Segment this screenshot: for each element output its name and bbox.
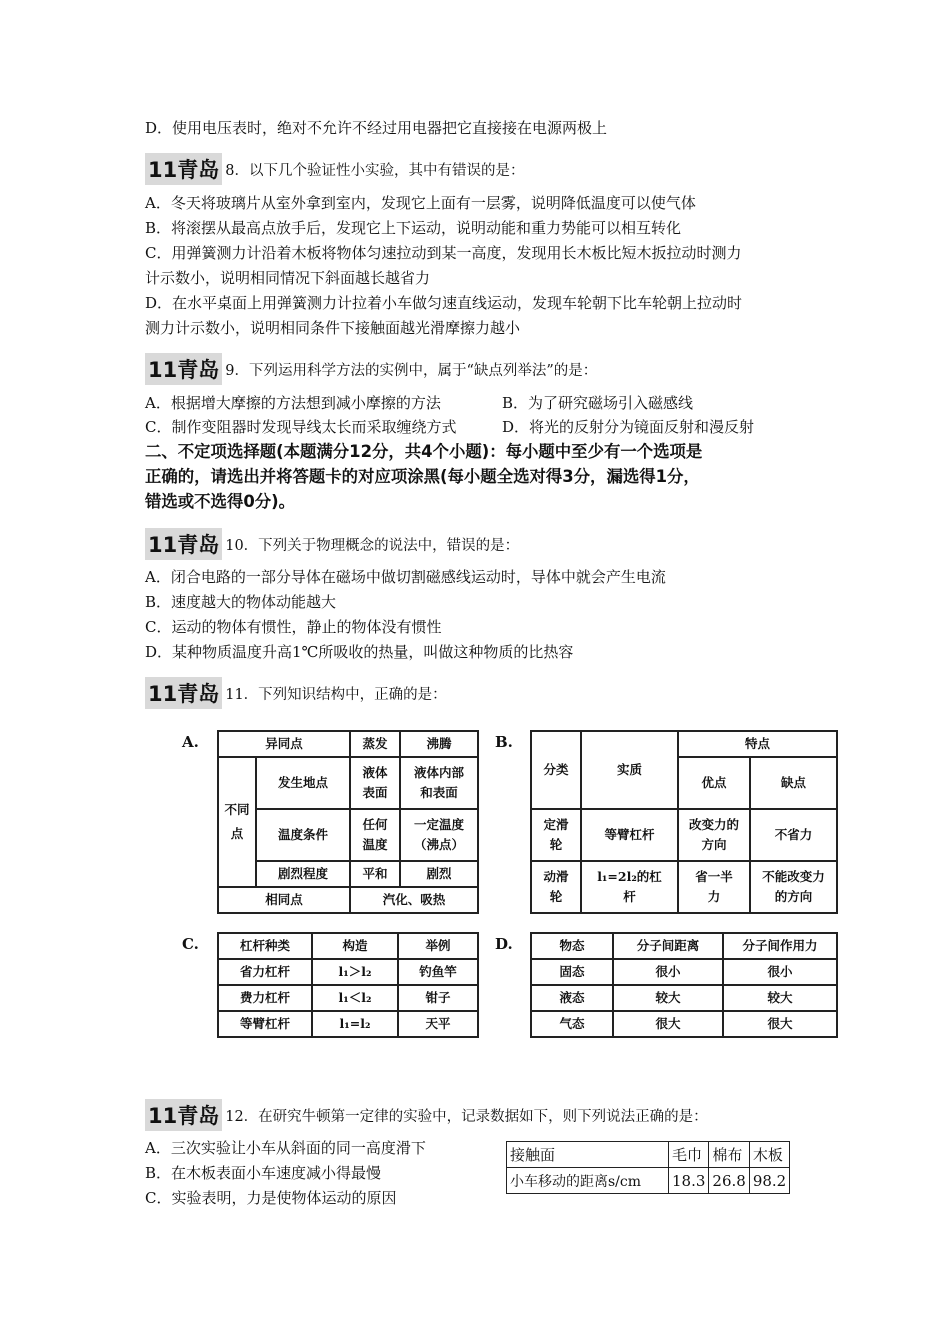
cell: 发生地点 — [256, 757, 350, 809]
question-10 — [145, 528, 519, 560]
table-b — [530, 730, 838, 914]
q7-option-d: D．使用电压表时，绝对不允许不经过用电器把它直接接在电源两极上 — [145, 119, 608, 137]
header-cell: 构造 — [312, 933, 398, 959]
cell: 定滑轮 — [531, 809, 581, 861]
cell: 钳子 — [398, 985, 478, 1011]
question-12 — [145, 1099, 708, 1131]
q10-option-c: C．运动的物体有惯性，静止的物体没有惯性 — [145, 618, 442, 636]
cell: 等臂杠杆 — [218, 1011, 312, 1037]
q12-option-c: C．实验表明，力是使物体运动的原因 — [145, 1189, 397, 1207]
cell: 较大 — [613, 985, 723, 1011]
cell: 任何温度 — [350, 809, 400, 861]
cell: 小车移动的距离s/cm — [507, 1168, 669, 1194]
cell: 液态 — [531, 985, 613, 1011]
q8-option-d-cont: 测力计示数小，说明相同条件下接触面越光滑摩擦力越小 — [145, 319, 521, 337]
section-heading-line2: 正确的，请选出并将答题卡的对应项涂黑(每小题全选对得3分，漏选得1分， — [145, 467, 700, 486]
section-heading-line1: 二、不定项选择题(本题满分12分，共4个小题)：每小题中至少有一个选项是 — [145, 442, 703, 461]
header-cell: 毛巾 — [669, 1142, 709, 1168]
cell: 很小 — [723, 959, 837, 985]
table-c — [217, 932, 479, 1038]
header-cell: 举例 — [398, 933, 478, 959]
q8-option-c: C．用弹簧测力计沿着木板将物体匀速拉动到某一高度，发现用长木板比短木扳拉动时测力 — [145, 244, 742, 262]
header-cell: 优点 — [678, 757, 750, 809]
q8-option-d: D．在水平桌面上用弹簧测力计拉着小车做匀速直线运动，发现车轮朝下比车轮朝上拉动时 — [145, 294, 743, 312]
table-c-label: C. — [182, 935, 199, 953]
header-cell: 棉布 — [709, 1142, 749, 1168]
question-stem: 9．下列运用科学方法的实例中，属于“缺点列举法”的是： — [225, 362, 598, 379]
cell: 较大 — [723, 985, 837, 1011]
table-d-label: D. — [495, 935, 513, 953]
cell: 等臂杠杆 — [581, 809, 678, 861]
cell: 98.2 — [749, 1168, 789, 1194]
cell: 液体表面 — [350, 757, 400, 809]
question-stem: 10．下列关于物理概念的说法中，错误的是： — [225, 537, 520, 554]
cell: 很小 — [613, 959, 723, 985]
q9-option-b: B．为了研究磁场引入磁感线 — [502, 394, 694, 412]
side-cell: 不同点 — [218, 757, 256, 887]
cell: 省一半力 — [678, 861, 750, 913]
cell: l₁=2l₂的杠杆 — [581, 861, 678, 913]
cell: 动滑轮 — [531, 861, 581, 913]
header-cell: 沸腾 — [400, 731, 478, 757]
q8-option-b: B．将滚摆从最高点放手后，发现它上下运动，说明动能和重力势能可以相互转化 — [145, 219, 682, 237]
cell: 温度条件 — [256, 809, 350, 861]
cell: 很大 — [723, 1011, 837, 1037]
cell: 很大 — [613, 1011, 723, 1037]
cell: 费力杠杆 — [218, 985, 312, 1011]
friction-data-table — [506, 1141, 790, 1194]
table-b-label: B. — [495, 733, 513, 751]
cell: 18.3 — [669, 1168, 709, 1194]
header-cell: 物态 — [531, 933, 613, 959]
cell: 一定温度（沸点） — [400, 809, 478, 861]
cell: l₁＞l₂ — [312, 959, 398, 985]
question-stem: 11．下列知识结构中，正确的是： — [225, 686, 447, 703]
question-stem: 8．以下几个验证性小实验，其中有错误的是： — [225, 162, 525, 179]
cell: 天平 — [398, 1011, 478, 1037]
cell: 省力杠杆 — [218, 959, 312, 985]
cell: 改变力的方向 — [678, 809, 750, 861]
q10-option-d: D．某种物质温度升高1℃所吸收的热量，叫做这种物质的比热容 — [145, 643, 574, 661]
header-cell: 分类 — [531, 731, 581, 809]
q10-option-b: B．速度越大的物体动能越大 — [145, 593, 337, 611]
q10-option-a: A．闭合电路的一部分导体在磁场中做切割磁感线运动时，导体中就会产生电流 — [145, 568, 666, 586]
q9-option-a: A．根据增大摩擦的方法想到减小摩擦的方法 — [145, 394, 441, 412]
cell: 固态 — [531, 959, 613, 985]
header-cell: 异同点 — [218, 731, 350, 757]
cell: 液体内部和表面 — [400, 757, 478, 809]
q12-option-b: B．在木板表面小车速度减小得最慢 — [145, 1164, 382, 1182]
cell: l₁=l₂ — [312, 1011, 398, 1037]
q9-option-c: C．制作变阻器时发现导线太长而采取缠绕方式 — [145, 418, 457, 436]
cell: 剧烈 — [400, 861, 478, 887]
cell: 26.8 — [709, 1168, 749, 1194]
cell: 平和 — [350, 861, 400, 887]
header-cell: 分子间作用力 — [723, 933, 837, 959]
cell: 钓鱼竿 — [398, 959, 478, 985]
source-tag: 11青岛 — [145, 677, 222, 709]
header-cell: 分子间距离 — [613, 933, 723, 959]
source-tag: 11青岛 — [145, 528, 222, 560]
q12-option-a: A．三次实验让小车从斜面的同一高度滑下 — [145, 1139, 426, 1157]
q8-option-a: A．冬天将玻璃片从室外拿到室内，发现它上面有一层雾，说明降低温度可以使气体 — [145, 194, 696, 212]
q8-option-c-cont: 计示数小，说明相同情况下斜面越长越省力 — [145, 269, 431, 287]
table-d — [530, 932, 838, 1038]
header-cell: 特点 — [678, 731, 837, 757]
source-tag: 11青岛 — [145, 153, 222, 185]
cell: 汽化、吸热 — [350, 887, 478, 913]
cell: 剧烈程度 — [256, 861, 350, 887]
header-cell: 木板 — [749, 1142, 789, 1168]
cell: l₁＜l₂ — [312, 985, 398, 1011]
source-tag: 11青岛 — [145, 1099, 222, 1131]
cell: 气态 — [531, 1011, 613, 1037]
cell: 不能改变力的方向 — [750, 861, 837, 913]
header-cell: 蒸发 — [350, 731, 400, 757]
table-a — [217, 730, 479, 914]
question-stem: 12．在研究牛顿第一定律的实验中，记录数据如下，则下列说法正确的是： — [225, 1108, 708, 1125]
question-8 — [145, 153, 524, 185]
header-cell: 实质 — [581, 731, 678, 809]
table-a-label: A. — [182, 733, 199, 751]
section-heading-line3: 错选或不选得0分)。 — [145, 492, 296, 511]
source-tag: 11青岛 — [145, 353, 222, 385]
cell: 不省力 — [750, 809, 837, 861]
question-11 — [145, 677, 447, 709]
q9-option-d: D．将光的反射分为镜面反射和漫反射 — [502, 418, 755, 436]
cell: 相同点 — [218, 887, 350, 913]
header-cell: 接触面 — [507, 1142, 669, 1168]
question-9 — [145, 353, 597, 385]
header-cell: 杠杆种类 — [218, 933, 312, 959]
header-cell: 缺点 — [750, 757, 837, 809]
